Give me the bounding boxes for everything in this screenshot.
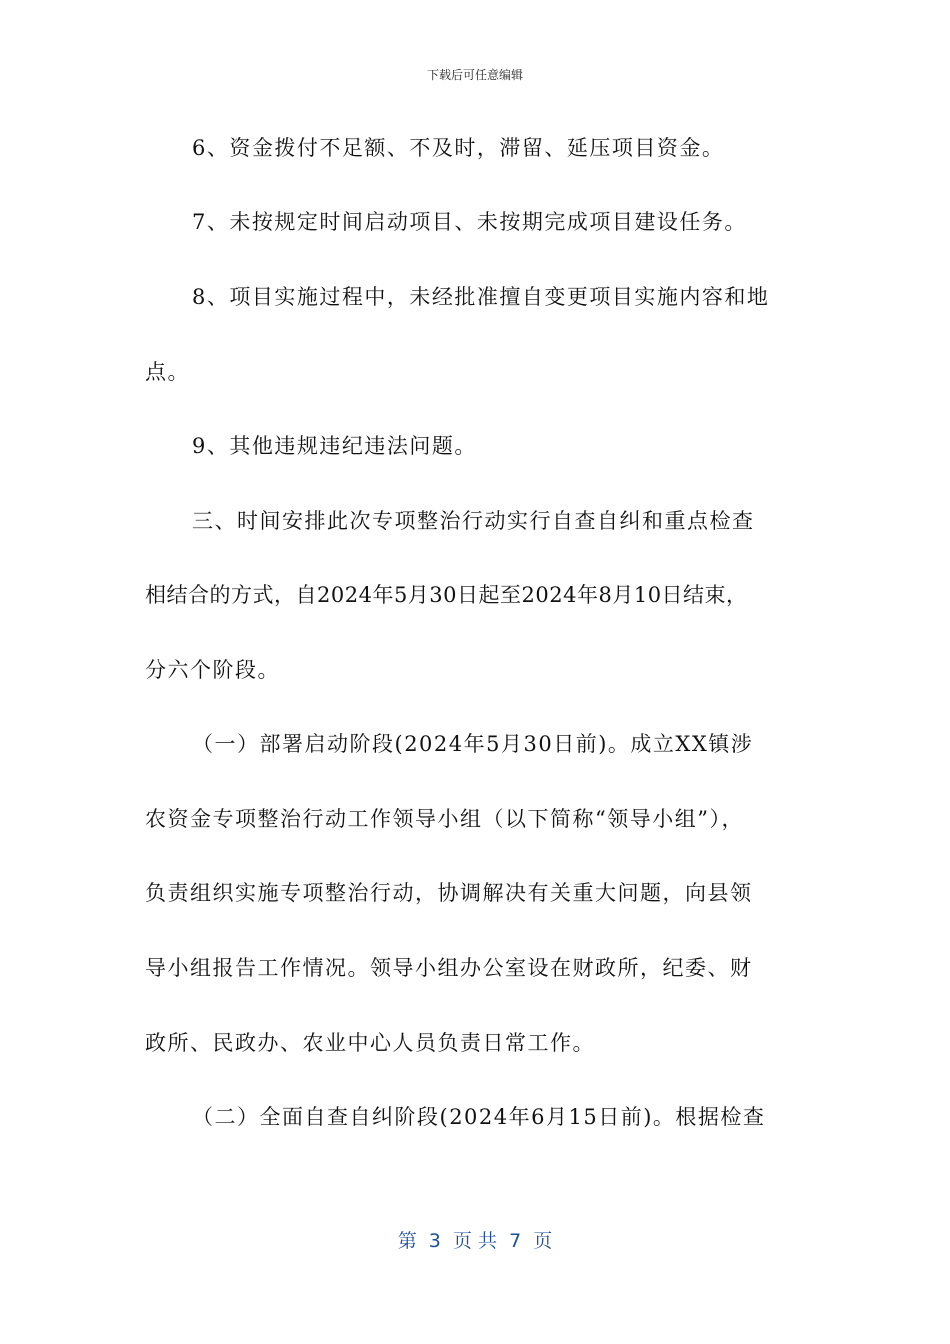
- text-line: 导小组报告工作情况。领导小组办公室设在财政所，纪委、财: [145, 956, 753, 980]
- text-line: （二）全面自查自纠阶段(2024年6月15日前)。根据检查: [192, 1105, 766, 1129]
- text-line: （一）部署启动阶段(2024年5月30日前)。成立XX镇涉: [192, 732, 754, 756]
- text-line: 相结合的方式，自2024年5月30日起至2024年8月10日结束，: [145, 583, 748, 607]
- header-note: 下载后可任意编辑: [426, 68, 523, 82]
- text-line: 9、其他违规违纪违法问题。: [192, 434, 477, 458]
- text-line: 点。: [145, 360, 190, 384]
- text-line: 分六个阶段。: [145, 658, 280, 682]
- page-number: 第 3 页 共 7 页: [397, 1230, 553, 1252]
- text-line: 三、时间安排此次专项整治行动实行自查自纠和重点检查: [192, 509, 755, 533]
- text-line: 农资金专项整治行动工作领导小组（以下简称“领导小组”），: [145, 807, 744, 831]
- text-line: 负责组织实施专项整治行动，协调解决有关重大问题，向县领: [145, 881, 753, 905]
- text-line: 7、未按规定时间启动项目、未按期完成项目建设任务。: [192, 210, 747, 234]
- text-line: 政所、民政办、农业中心人员负责日常工作。: [145, 1031, 595, 1055]
- text-line: 6、资金拨付不足额、不及时，滞留、延压项目资金。: [192, 136, 725, 160]
- text-line: 8、项目实施过程中，未经批准擅自变更项目实施内容和地: [192, 285, 770, 309]
